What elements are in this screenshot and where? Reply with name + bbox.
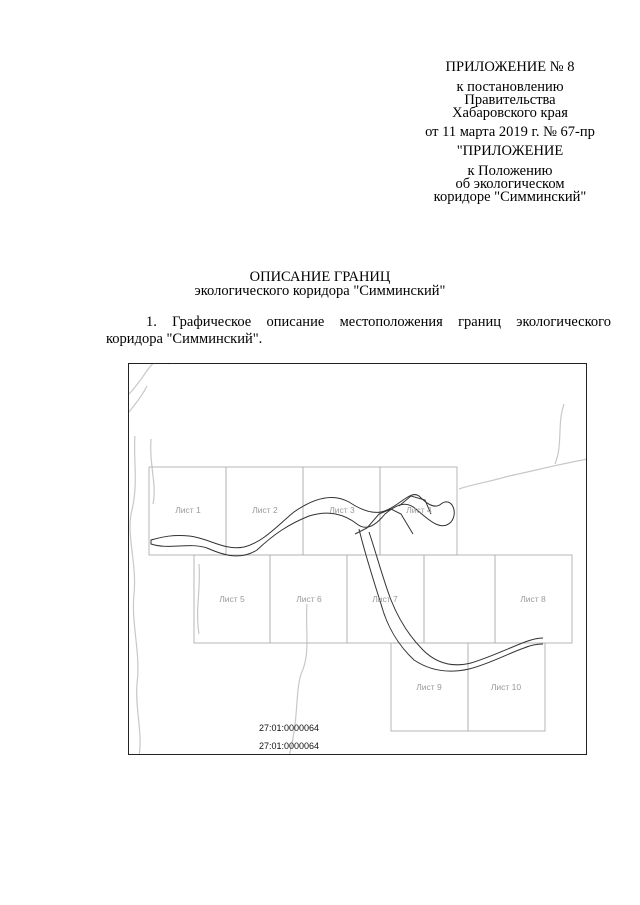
sheet-label-7: Лист 7 xyxy=(372,594,398,604)
corridor-boundary-map xyxy=(128,363,587,755)
graphic-description-paragraph: 1. Графическое описание местоположения границ экологического коридора "Симминский". xyxy=(106,314,611,347)
sheet-label-2: Лист 2 xyxy=(252,505,278,515)
header-line-government: Правительства xyxy=(464,92,556,108)
header-line-corridor: коридоре "Симминский" xyxy=(433,189,587,205)
header-line-resolution: к постановлению xyxy=(456,79,564,95)
cadastral-number-2: 27:01:0000064 xyxy=(259,741,320,751)
header-line-regulation: к Положению xyxy=(467,163,553,179)
header-line-region: Хабаровского края xyxy=(452,105,568,121)
sheet-label-5: Лист 5 xyxy=(219,594,245,604)
background-rivers xyxy=(129,364,587,755)
appendix-number: ПРИЛОЖЕНИЕ № 8 xyxy=(445,59,575,75)
sheet-label-3: Лист 3 xyxy=(329,505,355,515)
header-date-line: от 11 марта 2019 г. № 67-пр xyxy=(425,124,595,140)
sheet-label-1: Лист 1 xyxy=(175,505,201,515)
sheet-label-4: Лист 4 xyxy=(406,505,432,515)
sheet-label-9: Лист 9 xyxy=(416,682,442,692)
document-subtitle: экологического коридора "Симминский" xyxy=(194,283,446,299)
document-title: ОПИСАНИЕ ГРАНИЦ xyxy=(249,269,391,285)
sheet-label-6: Лист 6 xyxy=(296,594,322,604)
sheet-label-8: Лист 8 xyxy=(520,594,546,604)
header-line-ecological: об экологическом xyxy=(455,176,565,192)
map-drawing xyxy=(129,364,587,755)
appendix-label: "ПРИЛОЖЕНИЕ xyxy=(456,143,564,159)
cadastral-number-1: 27:01:0000064 xyxy=(259,723,320,733)
sheet-label-10: Лист 10 xyxy=(490,682,522,692)
